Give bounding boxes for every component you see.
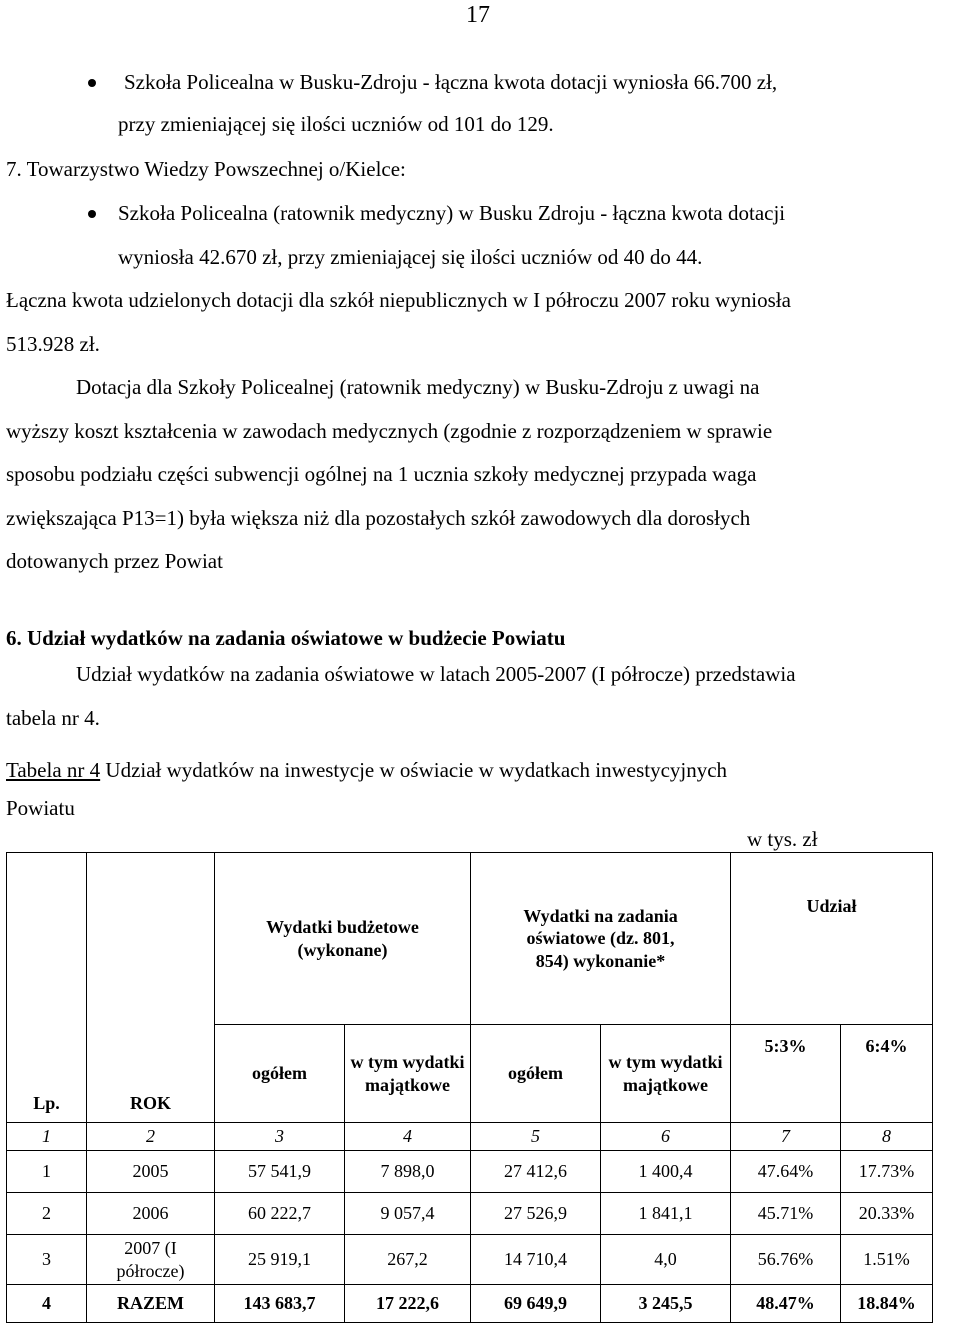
table-caption-line-2: Powiatu [6,796,75,820]
col-number: 3 [215,1123,345,1151]
table-label: Tabela nr 4 [6,758,101,782]
table-cell: 1 [7,1151,87,1193]
col-number: 7 [731,1123,841,1151]
table-cell: 17 222,6 [345,1285,471,1323]
col-number: 8 [841,1123,933,1151]
table-cell: 20.33% [841,1193,933,1235]
table-row [7,1193,933,1235]
table-cell: RAZEM [87,1285,215,1323]
section-intro-line-2: tabela nr 4. [6,706,100,730]
table-cell: 4 [7,1285,87,1323]
header-budget: Wydatki budżetowe (wykonane) [215,853,471,1025]
header-rok: ROK [87,853,215,1123]
header-total-education: ogółem [471,1025,601,1123]
table-cell: 69 649,9 [471,1285,601,1323]
section-intro-line-1: Udział wydatków na zadania oświatowe w latach 2005-2007 (I półrocze) przedstawia [76,662,796,686]
table-cell: 3 245,5 [601,1285,731,1323]
header-capex-education: w tym wydatki majątkowe [601,1025,731,1123]
table-cell: 18.84% [841,1285,933,1323]
summary-line-2: 513.928 zł. [6,332,100,356]
table-cell: 47.64% [731,1151,841,1193]
paragraph-line-1: Dotacja dla Szkoły Policealnej (ratownik medyczny) w Busku-Zdroju z uwagi na [76,375,760,399]
bullet-2 [88,210,96,218]
col-number: 5 [471,1123,601,1151]
header-total-budget: ogółem [215,1025,345,1123]
table-cell: 1.51% [841,1235,933,1285]
table-cell: 17.73% [841,1151,933,1193]
header-share: Udział [731,853,933,1025]
table-total-row [7,1285,933,1323]
table-caption-text: Udział wydatków na inwestycje w oświacie w wydatkach inwestycyjnych [100,758,728,782]
col-number: 4 [345,1123,471,1151]
table-cell: 4,0 [601,1235,731,1285]
table-cell: 45.71% [731,1193,841,1235]
col-number: 6 [601,1123,731,1151]
table-cell: 7 898,0 [345,1151,471,1193]
bullet-1-line-1: Szkoła Policealna w Busku-Zdroju - łączna kwota dotacji wyniosła 66.700 zł, [124,70,778,94]
table-cell: 57 541,9 [215,1151,345,1193]
table-cell: 2007 (I półrocze) [87,1235,215,1285]
paragraph-line-3: sposobu podziału części subwencji ogólnej na 1 ucznia szkoły medycznej przypada waga [6,462,757,486]
table-row [7,1235,933,1285]
list-item-7: 7. Towarzystwo Wiedzy Powszechnej o/Kielce: [6,157,406,181]
table-cell: 9 057,4 [345,1193,471,1235]
section-heading: 6. Udział wydatków na zadania oświatowe w budżecie Powiatu [6,626,566,650]
table-cell: 27 526,9 [471,1193,601,1235]
col-number: 1 [7,1123,87,1151]
table-unit: w tys. zł [747,827,818,851]
bullet-2-line-1: Szkoła Policealna (ratownik medyczny) w Busku Zdroju - łączna kwota dotacji [118,201,786,225]
table-cell: 60 222,7 [215,1193,345,1235]
expenditure-table [6,852,933,1323]
header-lp: Lp. [7,853,87,1123]
table-cell: 2006 [87,1193,215,1235]
table-cell: 1 400,4 [601,1151,731,1193]
table-cell: 48.47% [731,1285,841,1323]
table-cell: 267,2 [345,1235,471,1285]
bullet-2-line-2: wyniosła 42.670 zł, przy zmieniającej się ilości uczniów od 40 do 44. [118,245,703,269]
summary-line-1: Łączna kwota udzielonych dotacji dla szkół niepublicznych w I półroczu 2007 roku wyniosła [6,288,791,312]
table-cell: 143 683,7 [215,1285,345,1323]
table-cell: 2005 [87,1151,215,1193]
table-row [7,1151,933,1193]
table-cell: 3 [7,1235,87,1285]
page-number: 17 [466,2,490,28]
table-cell: 2 [7,1193,87,1235]
header-share-6-4: 6:4% [841,1025,933,1123]
col-number: 2 [87,1123,215,1151]
paragraph-line-4: zwiększająca P13=1) była większa niż dla pozostałych szkół zawodowych dla dorosłych [6,506,751,530]
table-cell: 25 919,1 [215,1235,345,1285]
bullet-1 [88,79,96,87]
table-cell: 56.76% [731,1235,841,1285]
table-caption-line-1 [6,757,727,783]
table-cell: 14 710,4 [471,1235,601,1285]
bullet-1-line-2: przy zmieniającej się ilości uczniów od 101 do 129. [118,112,554,136]
paragraph-line-5: dotowanych przez Powiat [6,549,223,573]
header-education: Wydatki na zadania oświatowe (dz. 801, 854) wykonanie* [471,853,731,1025]
table-cell: 27 412,6 [471,1151,601,1193]
table-cell: 1 841,1 [601,1193,731,1235]
header-share-5-3: 5:3% [731,1025,841,1123]
header-capex-budget: w tym wydatki majątkowe [345,1025,471,1123]
paragraph-line-2: wyższy koszt kształcenia w zawodach medycznych (zgodnie z rozporządzeniem w sprawie [6,419,773,443]
